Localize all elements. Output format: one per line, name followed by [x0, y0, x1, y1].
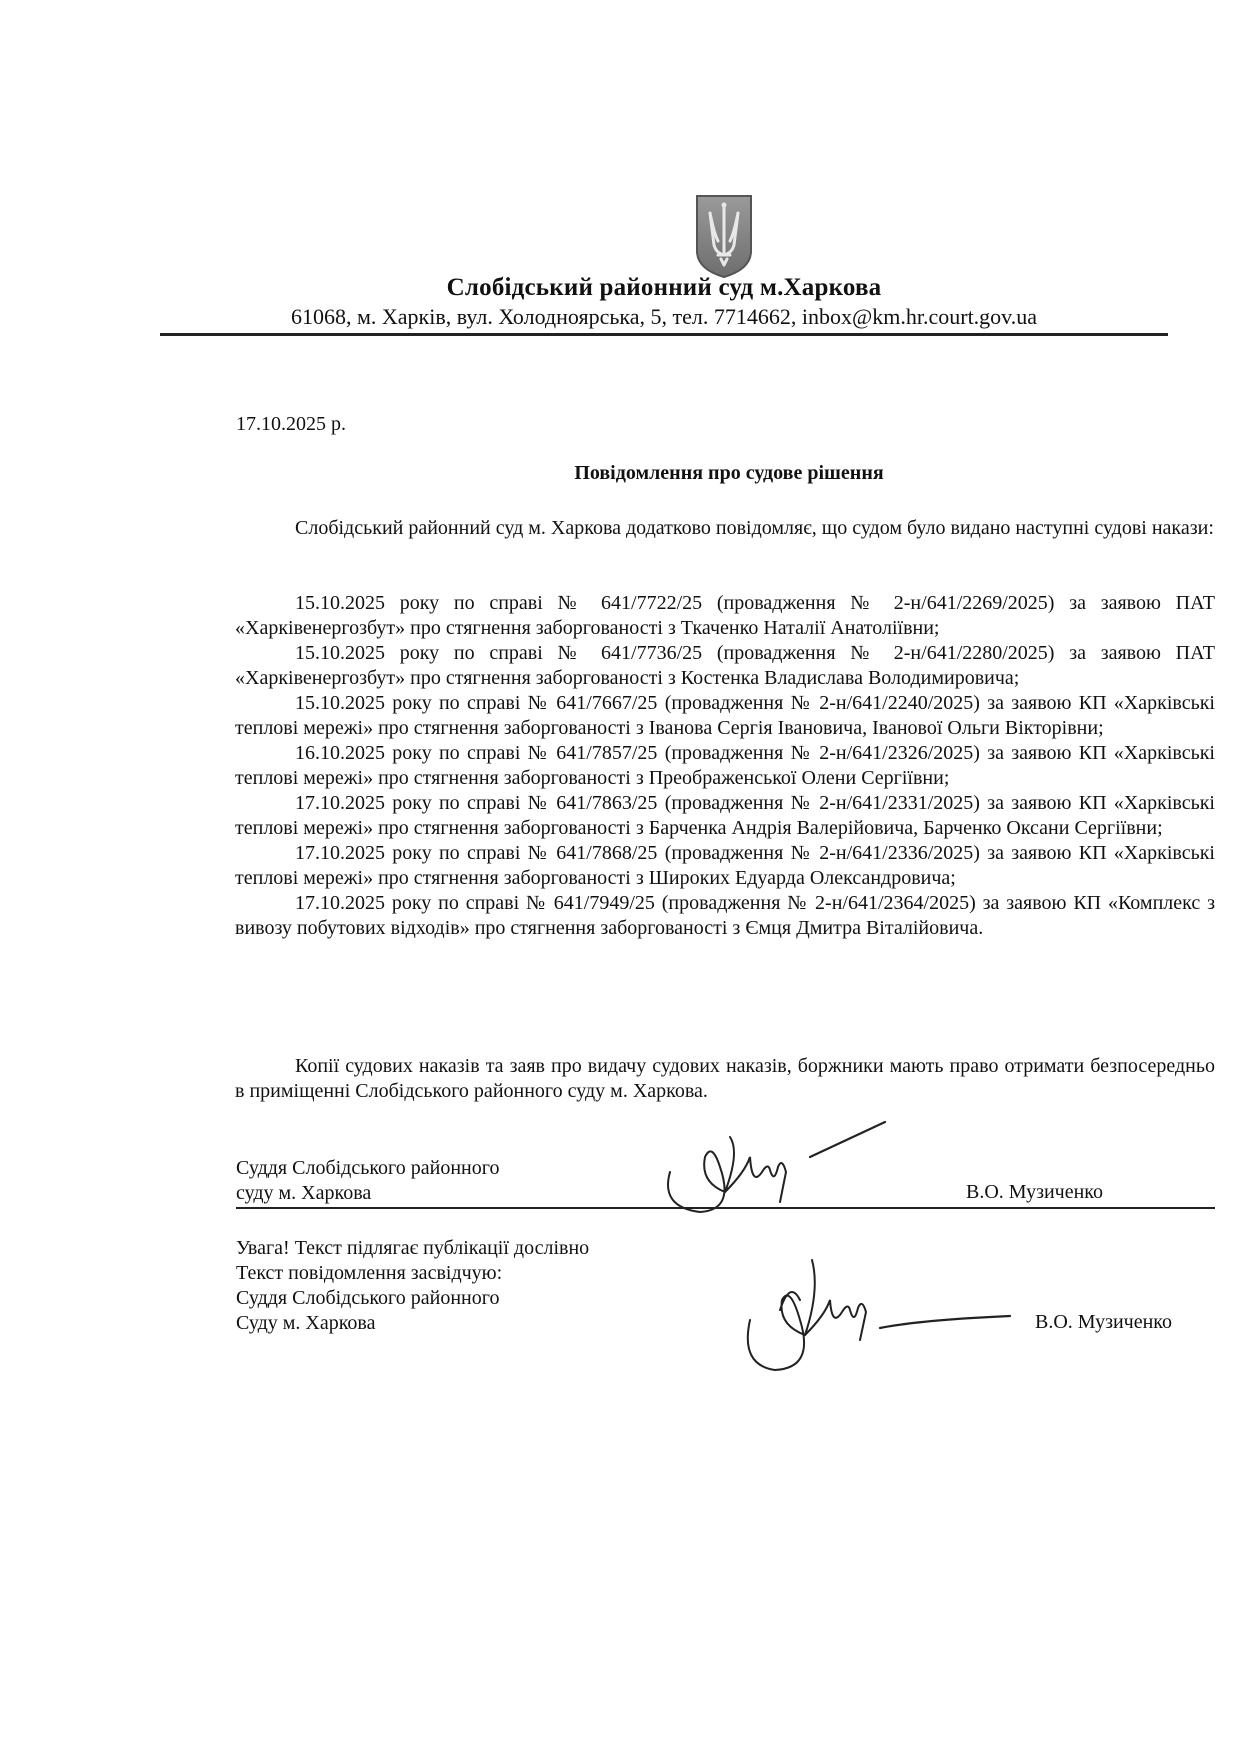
note-line: Суддя Слобідського районного: [236, 1287, 500, 1309]
trident-coat-of-arms-icon: [694, 193, 754, 279]
handwritten-signature-icon: [650, 1112, 900, 1222]
order-item: 16.10.2025 року по справі № 641/7857/25 (провадження № 2-н/641/2326/2025) за заявою КП «Харківські теплові мережі» про стягнення заборгованості з Преображенської Олени Сергіївни;: [235, 742, 1215, 789]
header-divider: [160, 333, 1168, 336]
handwritten-signature-icon: [720, 1240, 1020, 1380]
court-address: 61068, м. Харків, вул. Холодноярська, 5, тел. 7714662, inbox@km.hr.court.gov.ua: [290, 304, 1038, 329]
judge-name: В.О. Музиченко: [966, 1181, 1104, 1203]
orders-list: [235, 591, 1215, 941]
intro-paragraph: [235, 516, 1215, 541]
order-item: 15.10.2025 року по справі № 641/7736/25 (провадження № 2-н/641/2280/2025) за заявою ПАТ «Харківенергозбут» про стягнення заборгованості з Костенка Владислава Володимировича;: [235, 642, 1215, 689]
judge-title: [236, 1156, 499, 1206]
note-line: Суду м. Харкова: [236, 1312, 376, 1334]
closing-paragraph: [235, 1054, 1215, 1104]
document-date: 17.10.2025 р.: [236, 413, 346, 435]
closing-text: Копії судових наказів та заяв про видачу судових наказів, боржники мають право отримати безпосередньо в приміщенні Слобідського районного суду м. Харкова.: [235, 1055, 1215, 1102]
signature-divider: [236, 1207, 1215, 1209]
judge-title-line: суду м. Харкова: [236, 1182, 372, 1204]
order-item: 17.10.2025 року по справі № 641/7868/25 (провадження № 2-н/641/2336/2025) за заявою КП «Харківські теплові мережі» про стягнення заборгованості з Широких Едуарда Олександровича;: [235, 842, 1215, 889]
certification-note: [236, 1236, 589, 1336]
order-item: 17.10.2025 року по справі № 641/7863/25 (провадження № 2-н/641/2331/2025) за заявою КП «Харківські теплові мережі» про стягнення заборгованості з Барченка Андрія Валерійовича, Барченко Оксани Сергіївни;: [235, 792, 1215, 839]
order-item: 15.10.2025 року по справі № 641/7722/25 (провадження № 2-н/641/2269/2025) за заявою ПАТ «Харківенергозбут» про стягнення заборгованості з Ткаченко Наталії Анатоліївни;: [235, 592, 1215, 639]
note-line: Текст повідомлення засвідчую:: [236, 1262, 503, 1284]
order-item: 15.10.2025 року по справі № 641/7667/25 (провадження № 2-н/641/2240/2025) за заявою КП «Харківські теплові мережі» про стягнення заборгованості з Іванова Сергія Івановича, Іванової Ольги Вікторівни;: [235, 692, 1215, 739]
court-name: Слобідський районний суд м.Харкова: [446, 274, 882, 301]
certifier-name: В.О. Музиченко: [1035, 1311, 1173, 1333]
document-title: Повідомлення про судове рішення: [574, 462, 884, 484]
intro-text: Слобідський районний суд м. Харкова додатково повідомляє, що судом було видано наступні судові накази:: [295, 517, 1214, 539]
order-item: 17.10.2025 року по справі № 641/7949/25 (провадження № 2-н/641/2364/2025) за заявою КП «Комплекс з вивозу побутових відходів» про стягнення заборгованості з Ємця Дмитра Віталійовича.: [235, 892, 1215, 939]
judge-title-line: Суддя Слобідського районного: [236, 1157, 500, 1179]
note-line: Увага! Текст підлягає публікації дослівно: [236, 1237, 590, 1259]
